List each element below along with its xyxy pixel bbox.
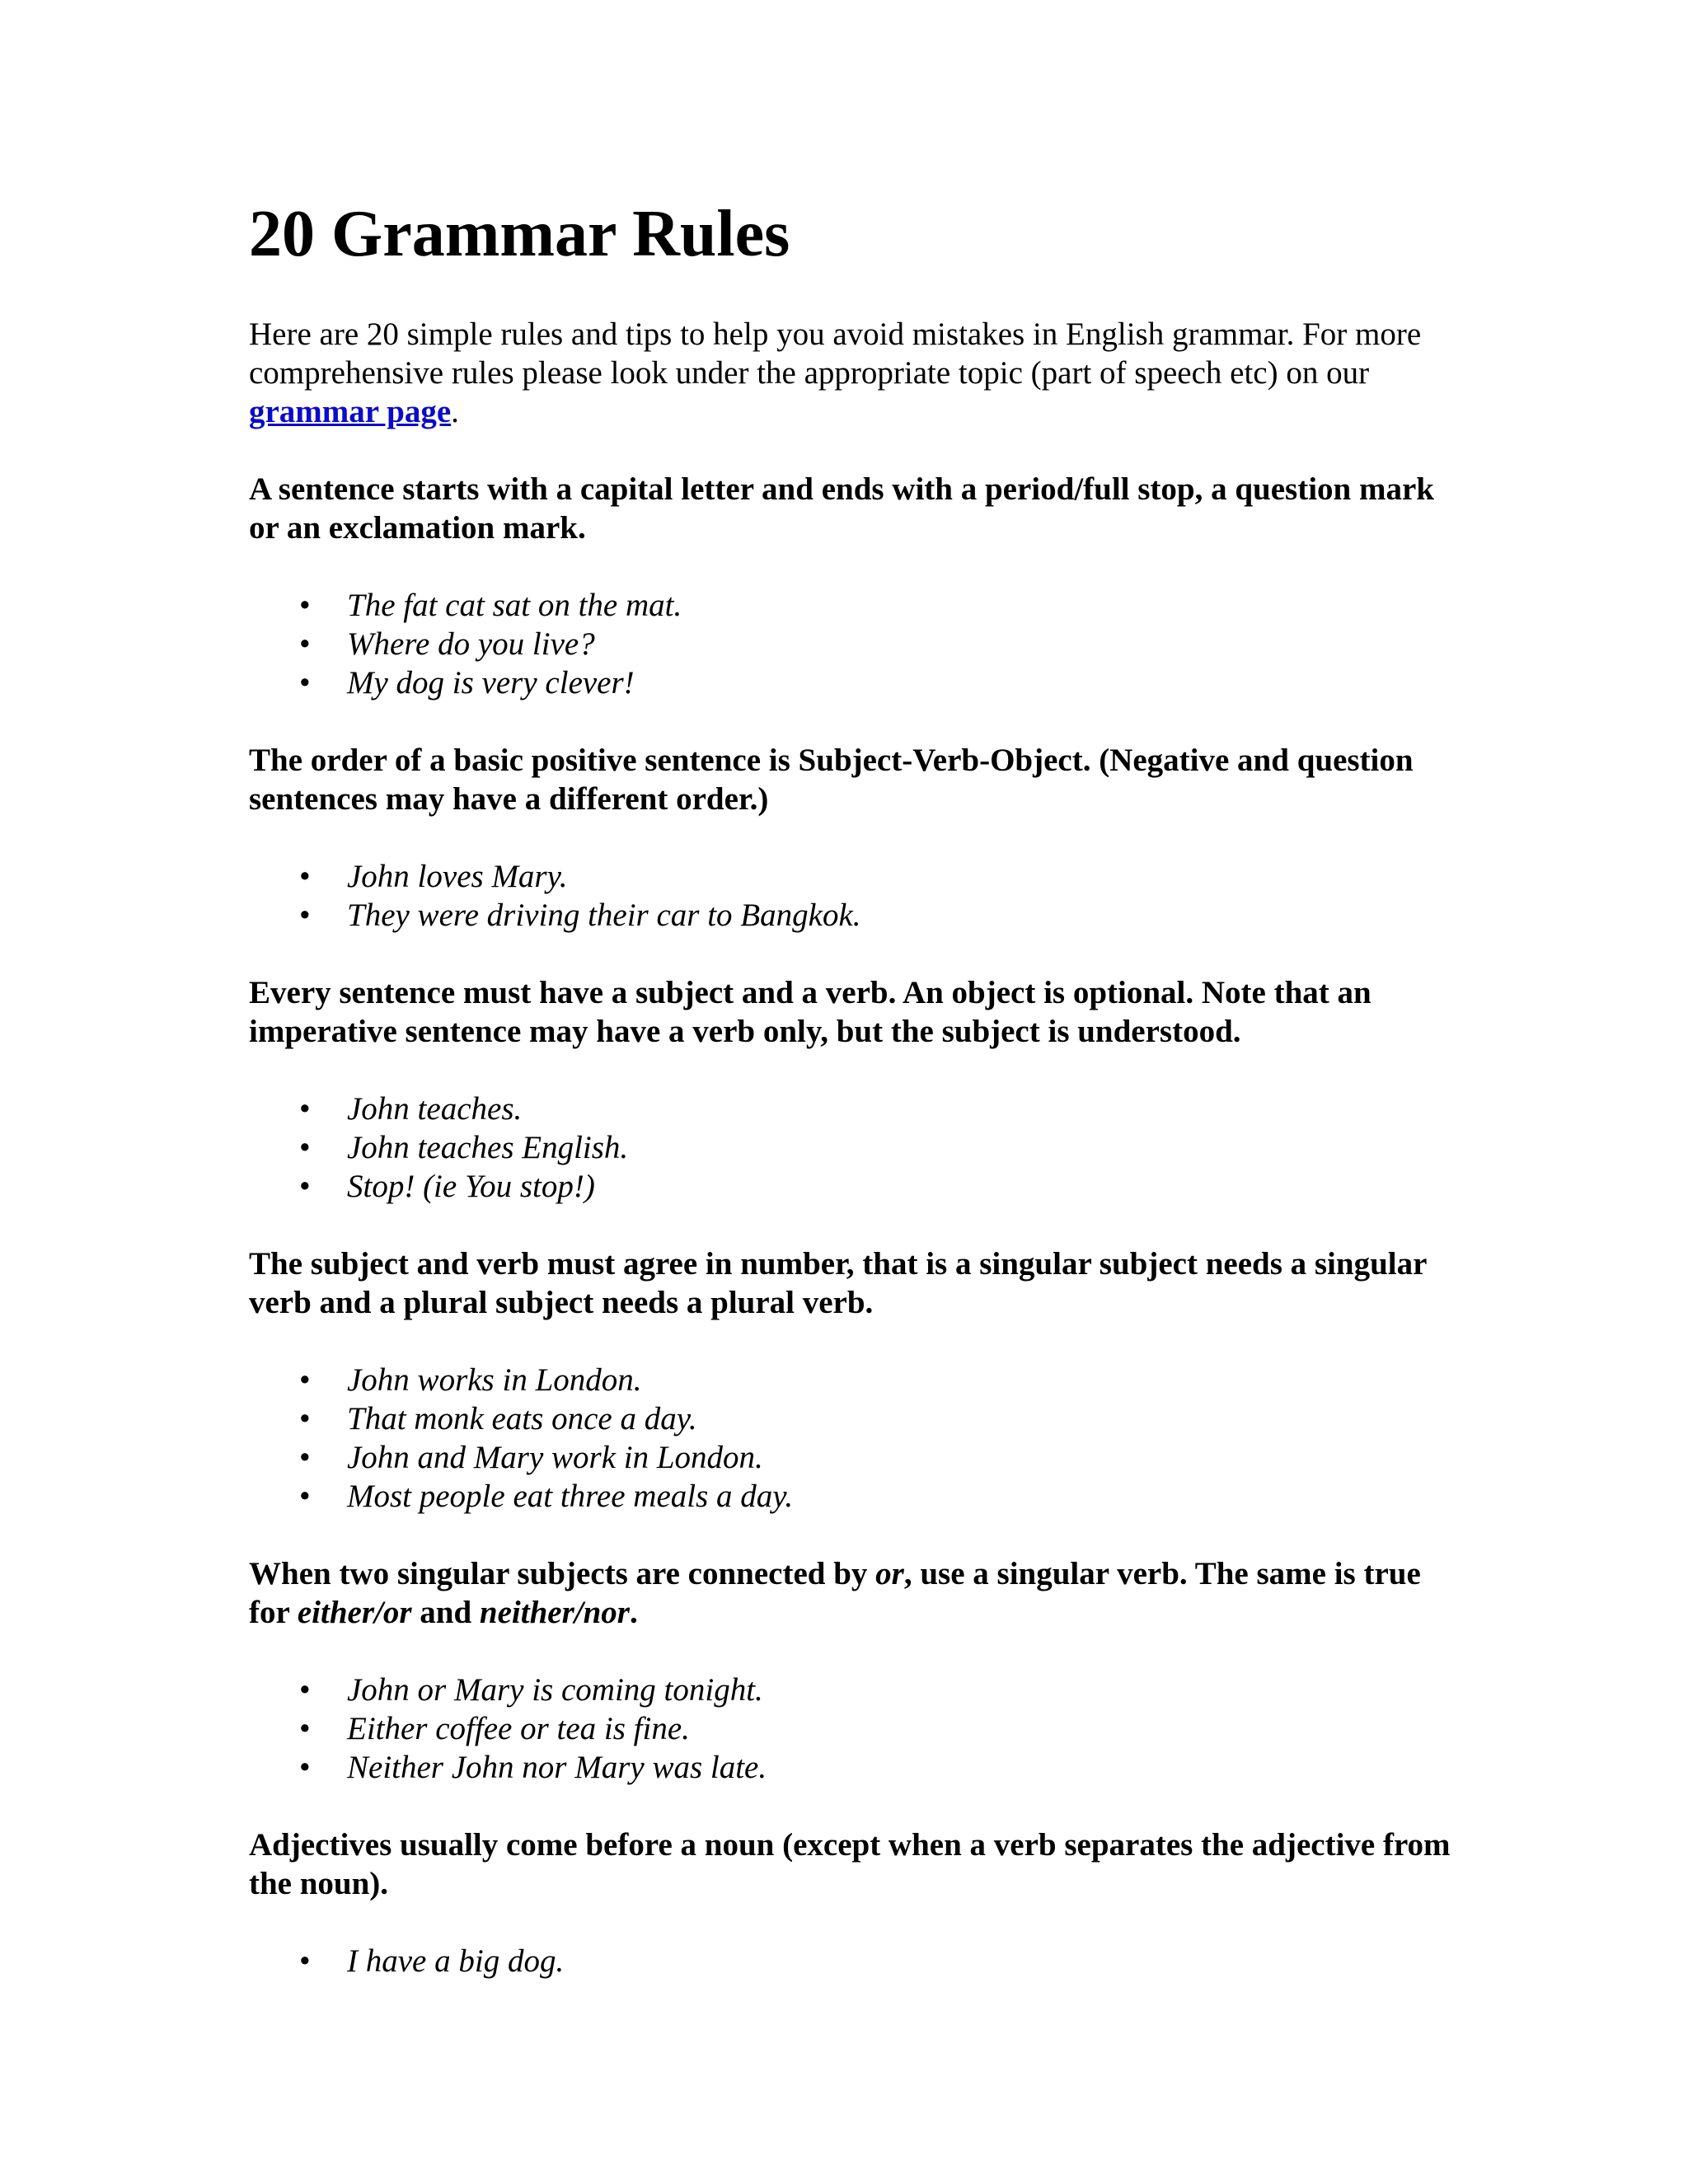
example-text: Most people eat three meals a day. — [347, 1479, 794, 1514]
document-page — [249, 196, 1452, 2019]
bullet-icon: • — [299, 1169, 311, 1204]
bullet-icon: • — [299, 1672, 311, 1708]
example-item — [249, 1671, 1452, 1709]
emphasis-neither-nor: neither/nor — [479, 1595, 630, 1630]
rule-heading: Adjectives usually come before a noun (except when a verb separates the adjective from the noun). — [249, 1827, 1451, 1901]
example-item — [249, 586, 1452, 625]
bullet-icon: • — [299, 1440, 311, 1475]
rule-heading-text: and — [411, 1595, 480, 1630]
example-text: Stop! (ie You stop!) — [347, 1169, 595, 1204]
example-text: John teaches English. — [347, 1130, 629, 1165]
emphasis-either-or: either/or — [297, 1595, 412, 1630]
example-list — [249, 1090, 1452, 1206]
bullet-icon: • — [299, 626, 311, 662]
example-item — [249, 1438, 1452, 1477]
rule-heading: A sentence starts with a capital letter and ends with a period/full stop, a question mark or an exclamation mark. — [249, 471, 1434, 546]
rule-heading-text: . — [629, 1595, 638, 1630]
rule-heading: Every sentence must have a subject and a verb. An object is optional. Note that an imperative sentence may have a verb only, but the subject is understood. — [249, 975, 1372, 1049]
example-text: My dog is very clever! — [347, 665, 635, 701]
bullet-icon: • — [299, 1943, 311, 1979]
example-item — [249, 857, 1452, 896]
example-text: They were driving their car to Bangkok. — [347, 898, 861, 933]
example-text: Neither John nor Mary was late. — [347, 1750, 767, 1785]
bullet-icon: • — [299, 898, 311, 933]
bullet-icon: • — [299, 1479, 311, 1514]
example-text: Where do you live? — [347, 626, 595, 662]
example-list — [249, 1361, 1452, 1516]
bullet-icon: • — [299, 1401, 311, 1436]
example-item — [249, 896, 1452, 935]
intro-period: . — [451, 394, 459, 429]
rule-heading: The order of a basic positive sentence is Subject-Verb-Object. (Negative and question sentences may have a different order.) — [249, 743, 1414, 817]
bullet-icon: • — [299, 1362, 311, 1398]
rule-heading-text: When two singular subjects are connected by — [249, 1556, 876, 1591]
example-item — [249, 1361, 1452, 1399]
bullet-icon: • — [299, 1130, 311, 1165]
example-item — [249, 1399, 1452, 1438]
page-title: 20 Grammar Rules — [249, 198, 790, 270]
example-item — [249, 1477, 1452, 1516]
example-item — [249, 1942, 1452, 1980]
example-list — [249, 857, 1452, 935]
emphasis-or: or — [875, 1556, 904, 1591]
grammar-page-link[interactable]: grammar page — [249, 394, 452, 429]
example-item — [249, 1128, 1452, 1167]
bullet-icon: • — [299, 588, 311, 623]
example-item — [249, 1090, 1452, 1128]
bullet-icon: • — [299, 1091, 311, 1127]
example-list — [249, 1942, 1452, 1980]
example-text: John works in London. — [347, 1362, 642, 1398]
example-text: John and Mary work in London. — [347, 1440, 763, 1475]
example-item — [249, 663, 1452, 702]
intro-paragraph — [249, 315, 1452, 431]
example-text: That monk eats once a day. — [347, 1401, 697, 1436]
example-item — [249, 1748, 1452, 1787]
example-text: John teaches. — [347, 1091, 523, 1127]
example-text: The fat cat sat on the mat. — [347, 588, 682, 623]
intro-text: Here are 20 simple rules and tips to help you avoid mistakes in English grammar. For more comprehensive rules please look under the appropriate topic (part of speech etc) on our — [249, 316, 1422, 391]
example-text: John loves Mary. — [347, 859, 568, 894]
example-item — [249, 1709, 1452, 1748]
example-text: Either coffee or tea is fine. — [347, 1711, 690, 1746]
example-text: I have a big dog. — [347, 1943, 565, 1979]
rule-heading: The subject and verb must agree in number, that is a singular subject needs a singular verb and a plural subject needs a plural verb. — [249, 1246, 1427, 1320]
bullet-icon: • — [299, 1711, 311, 1746]
example-item — [249, 625, 1452, 663]
rule-heading-text: , use a singular verb. The same is true for — [249, 1556, 1421, 1630]
rule-heading — [249, 1554, 1452, 1632]
example-item — [249, 1167, 1452, 1206]
example-list — [249, 1671, 1452, 1787]
bullet-icon: • — [299, 665, 311, 701]
example-list — [249, 586, 1452, 702]
example-text: John or Mary is coming tonight. — [347, 1672, 763, 1708]
bullet-icon: • — [299, 859, 311, 894]
bullet-icon: • — [299, 1750, 311, 1785]
